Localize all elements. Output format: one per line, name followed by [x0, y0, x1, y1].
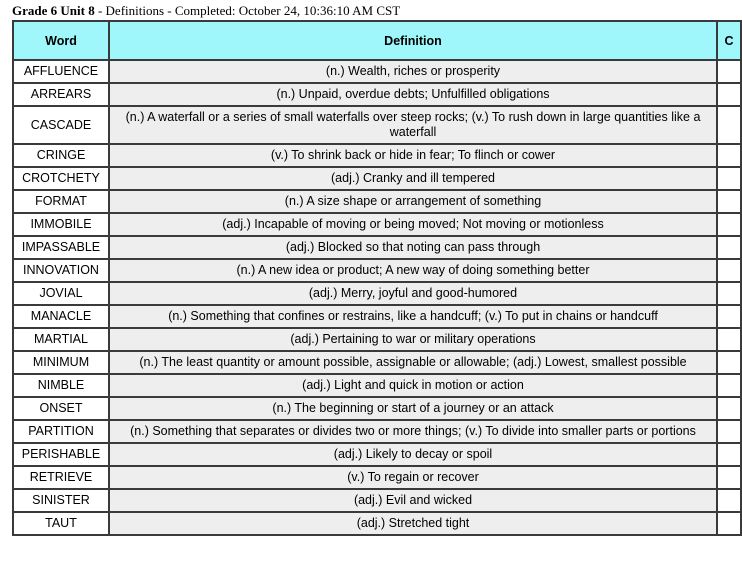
- column-header-word: Word: [13, 21, 109, 60]
- table-header-row: [13, 21, 741, 60]
- table-row: [13, 466, 741, 489]
- definition-cell: (n.) A size shape or arrangement of something: [109, 190, 717, 213]
- definition-cell: (n.) Wealth, riches or prosperity: [109, 60, 717, 83]
- extra-cell: [717, 466, 741, 489]
- word-cell: ARREARS: [13, 83, 109, 106]
- table-row: [13, 328, 741, 351]
- extra-cell: [717, 106, 741, 144]
- table-row: [13, 190, 741, 213]
- column-header-extra: C: [717, 21, 741, 60]
- table-row: [13, 167, 741, 190]
- table-row: [13, 144, 741, 167]
- definition-cell: (n.) Unpaid, overdue debts; Unfulfilled obligations: [109, 83, 717, 106]
- extra-cell: [717, 397, 741, 420]
- definition-cell: (v.) To regain or recover: [109, 466, 717, 489]
- table-body: [13, 60, 741, 535]
- definition-cell: (n.) The beginning or start of a journey or an attack: [109, 397, 717, 420]
- definition-cell: (adj.) Cranky and ill tempered: [109, 167, 717, 190]
- definition-cell: (n.) A new idea or product; A new way of doing something better: [109, 259, 717, 282]
- table-row: [13, 397, 741, 420]
- extra-cell: [717, 60, 741, 83]
- page-header: [12, 3, 400, 19]
- definition-cell: (adj.) Light and quick in motion or action: [109, 374, 717, 397]
- definition-cell: (adj.) Likely to decay or spoil: [109, 443, 717, 466]
- extra-cell: [717, 144, 741, 167]
- definition-cell: (adj.) Evil and wicked: [109, 489, 717, 512]
- table-row: [13, 106, 741, 144]
- word-cell: PARTITION: [13, 420, 109, 443]
- word-cell: CROTCHETY: [13, 167, 109, 190]
- table-row: [13, 259, 741, 282]
- definition-cell: (adj.) Incapable of moving or being moved; Not moving or motionless: [109, 213, 717, 236]
- word-cell: IMMOBILE: [13, 213, 109, 236]
- word-cell: PERISHABLE: [13, 443, 109, 466]
- definition-cell: (adj.) Pertaining to war or military operations: [109, 328, 717, 351]
- table-row: [13, 420, 741, 443]
- word-cell: AFFLUENCE: [13, 60, 109, 83]
- extra-cell: [717, 190, 741, 213]
- extra-cell: [717, 489, 741, 512]
- table-row: [13, 351, 741, 374]
- definition-cell: (n.) Something that confines or restrains, like a handcuff; (v.) To put in chains or handcuff: [109, 305, 717, 328]
- definition-cell: (n.) The least quantity or amount possible, assignable or allowable; (adj.) Lowest, smallest possible: [109, 351, 717, 374]
- column-header-definition: Definition: [109, 21, 717, 60]
- word-cell: NIMBLE: [13, 374, 109, 397]
- word-cell: MARTIAL: [13, 328, 109, 351]
- table-row: [13, 374, 741, 397]
- extra-cell: [717, 420, 741, 443]
- word-cell: ONSET: [13, 397, 109, 420]
- word-cell: IMPASSABLE: [13, 236, 109, 259]
- table-row: [13, 213, 741, 236]
- word-cell: MINIMUM: [13, 351, 109, 374]
- definition-cell: (adj.) Stretched tight: [109, 512, 717, 535]
- word-cell: MANACLE: [13, 305, 109, 328]
- extra-cell: [717, 282, 741, 305]
- extra-cell: [717, 374, 741, 397]
- word-cell: JOVIAL: [13, 282, 109, 305]
- table-row: [13, 443, 741, 466]
- table-row: [13, 512, 741, 535]
- word-cell: TAUT: [13, 512, 109, 535]
- extra-cell: [717, 443, 741, 466]
- definition-cell: (v.) To shrink back or hide in fear; To flinch or cower: [109, 144, 717, 167]
- table-row: [13, 282, 741, 305]
- definition-cell: (n.) A waterfall or a series of small waterfalls over steep rocks; (v.) To rush down in large quantities like a waterfall: [109, 106, 717, 144]
- header-title: Grade 6 Unit 8: [12, 3, 95, 18]
- header-subtitle: - Definitions - Completed: October 24, 10:36:10 AM CST: [94, 3, 401, 18]
- word-cell: INNOVATION: [13, 259, 109, 282]
- extra-cell: [717, 305, 741, 328]
- table-row: [13, 489, 741, 512]
- definitions-table: [12, 20, 742, 536]
- extra-cell: [717, 512, 741, 535]
- table-row: [13, 236, 741, 259]
- extra-cell: [717, 213, 741, 236]
- extra-cell: [717, 83, 741, 106]
- definition-cell: (adj.) Blocked so that noting can pass through: [109, 236, 717, 259]
- table-row: [13, 305, 741, 328]
- extra-cell: [717, 167, 741, 190]
- extra-cell: [717, 328, 741, 351]
- word-cell: FORMAT: [13, 190, 109, 213]
- word-cell: SINISTER: [13, 489, 109, 512]
- table-row: [13, 60, 741, 83]
- word-cell: CASCADE: [13, 106, 109, 144]
- definition-cell: (adj.) Merry, joyful and good-humored: [109, 282, 717, 305]
- extra-cell: [717, 351, 741, 374]
- extra-cell: [717, 236, 741, 259]
- definition-cell: (n.) Something that separates or divides two or more things; (v.) To divide into smaller parts or portions: [109, 420, 717, 443]
- word-cell: CRINGE: [13, 144, 109, 167]
- extra-cell: [717, 259, 741, 282]
- table-row: [13, 83, 741, 106]
- word-cell: RETRIEVE: [13, 466, 109, 489]
